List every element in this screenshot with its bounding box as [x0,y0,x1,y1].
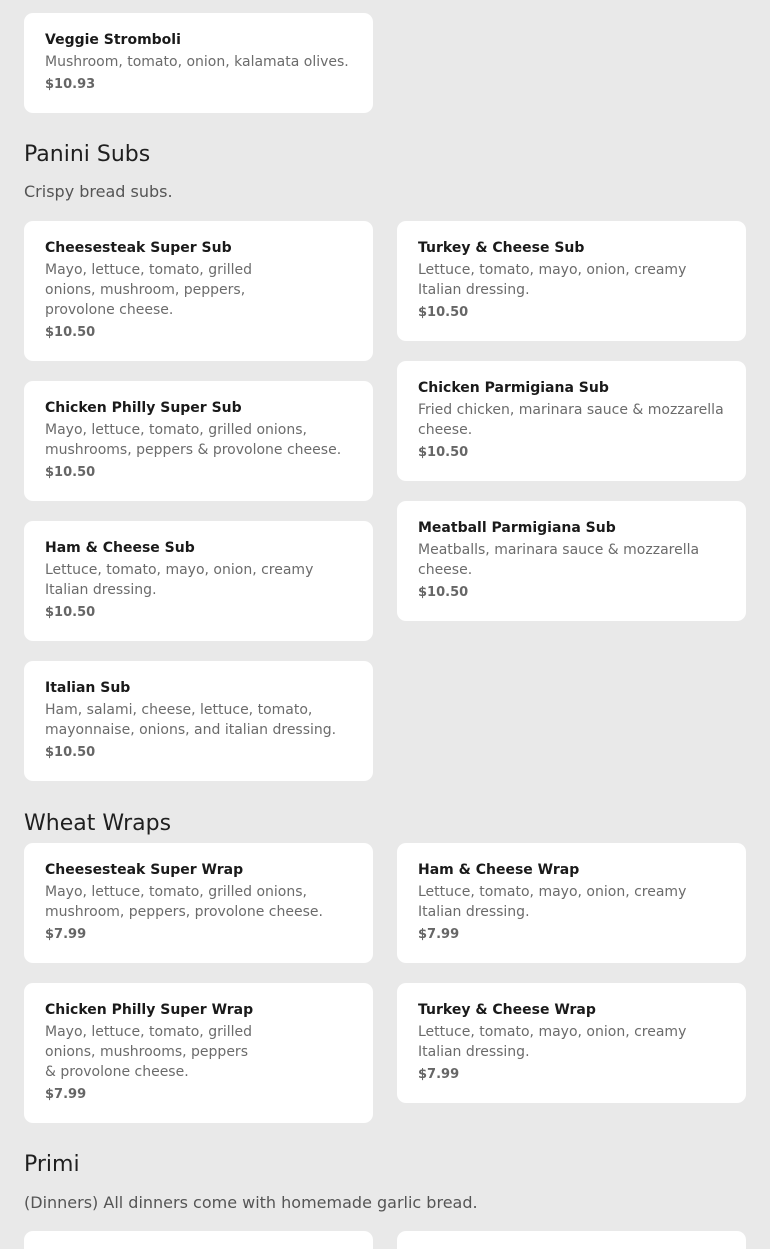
item-name: Turkey & Cheese Sub [418,240,585,256]
menu-item-card-cheesesteak-super-wrap[interactable] [24,843,373,963]
menu-item-card-turkey-cheese-wrap[interactable] [397,983,746,1103]
item-name: Cheesesteak Super Wrap [45,862,244,878]
item-price: $7.99 [45,927,87,942]
item-description: Fried chicken, marinara sauce & mozzarella cheese. [418,402,724,438]
menu-item-card-ham-cheese-sub[interactable] [24,521,373,641]
item-description: Meatballs, marinara sauce & mozzarella cheese. [418,542,700,578]
section-subtitle-panini-subs: Crispy bread subs. [24,182,173,201]
item-description: Lettuce, tomato, mayo, onion, creamy Italian dressing. [418,1024,687,1060]
item-description: Lettuce, tomato, mayo, onion, creamy Italian dressing. [418,884,687,920]
item-price: $10.50 [45,465,96,480]
item-name: Veggie Stromboli [45,32,181,48]
item-name: Turkey & Cheese Wrap [418,1002,596,1018]
menu-item-card-partial[interactable] [24,1231,373,1249]
item-price: $10.50 [418,445,469,460]
item-price: $7.99 [418,1067,460,1082]
menu-item-card-meatball-parmigiana-sub[interactable] [397,501,746,621]
menu-item-card-chicken-philly-super-wrap[interactable] [24,983,373,1123]
item-price: $10.50 [418,585,469,600]
item-name: Meatball Parmigiana Sub [418,520,616,536]
item-price: $10.50 [45,745,96,760]
item-description: Ham, salami, cheese, lettuce, tomato, mayonnaise, onions, and italian dressing. [45,702,337,738]
item-name: Chicken Philly Super Sub [45,400,242,416]
item-description: Mayo, lettuce, tomato, grilled onions, mushrooms, peppers & provolone cheese. [45,422,342,458]
item-description: Mayo, lettuce, tomato, grilled onions, mushroom, peppers, provolone cheese. [45,262,253,318]
menu-item-card-veggie-stromboli[interactable] [24,13,373,113]
menu-item-card-ham-cheese-wrap[interactable] [397,843,746,963]
item-name: Chicken Philly Super Wrap [45,1002,254,1018]
item-price: $7.99 [418,927,460,942]
item-description: Lettuce, tomato, mayo, onion, creamy Italian dressing. [418,262,687,298]
menu-item-card-partial[interactable] [397,1231,746,1249]
item-price: $10.50 [45,325,96,340]
item-description: Mushroom, tomato, onion, kalamata olives. [45,54,349,70]
item-name: Italian Sub [45,680,131,696]
menu-item-card-chicken-philly-super-sub[interactable] [24,381,373,501]
item-name: Ham & Cheese Wrap [418,862,580,878]
item-price: $10.93 [45,77,96,92]
menu-item-card-cheesesteak-super-sub[interactable] [24,221,373,361]
item-description: Lettuce, tomato, mayo, onion, creamy Italian dressing. [45,562,314,598]
section-title-primi: Primi [24,1152,80,1177]
item-price: $10.50 [418,305,469,320]
section-title-panini-subs: Panini Subs [24,142,151,167]
menu-item-card-turkey-cheese-sub[interactable] [397,221,746,341]
menu-item-card-italian-sub[interactable] [24,661,373,781]
item-name: Chicken Parmigiana Sub [418,380,609,396]
section-subtitle-primi: (Dinners) All dinners come with homemade garlic bread. [24,1193,478,1212]
menu-item-card-chicken-parmigiana-sub[interactable] [397,361,746,481]
item-name: Ham & Cheese Sub [45,540,195,556]
item-price: $7.99 [45,1087,87,1102]
item-description: Mayo, lettuce, tomato, grilled onions, mushroom, peppers, provolone cheese. [45,884,323,920]
item-description: Mayo, lettuce, tomato, grilled onions, mushrooms, peppers & provolone cheese. [45,1024,253,1080]
section-title-wheat-wraps: Wheat Wraps [24,811,172,836]
item-name: Cheesesteak Super Sub [45,240,232,256]
item-price: $10.50 [45,605,96,620]
